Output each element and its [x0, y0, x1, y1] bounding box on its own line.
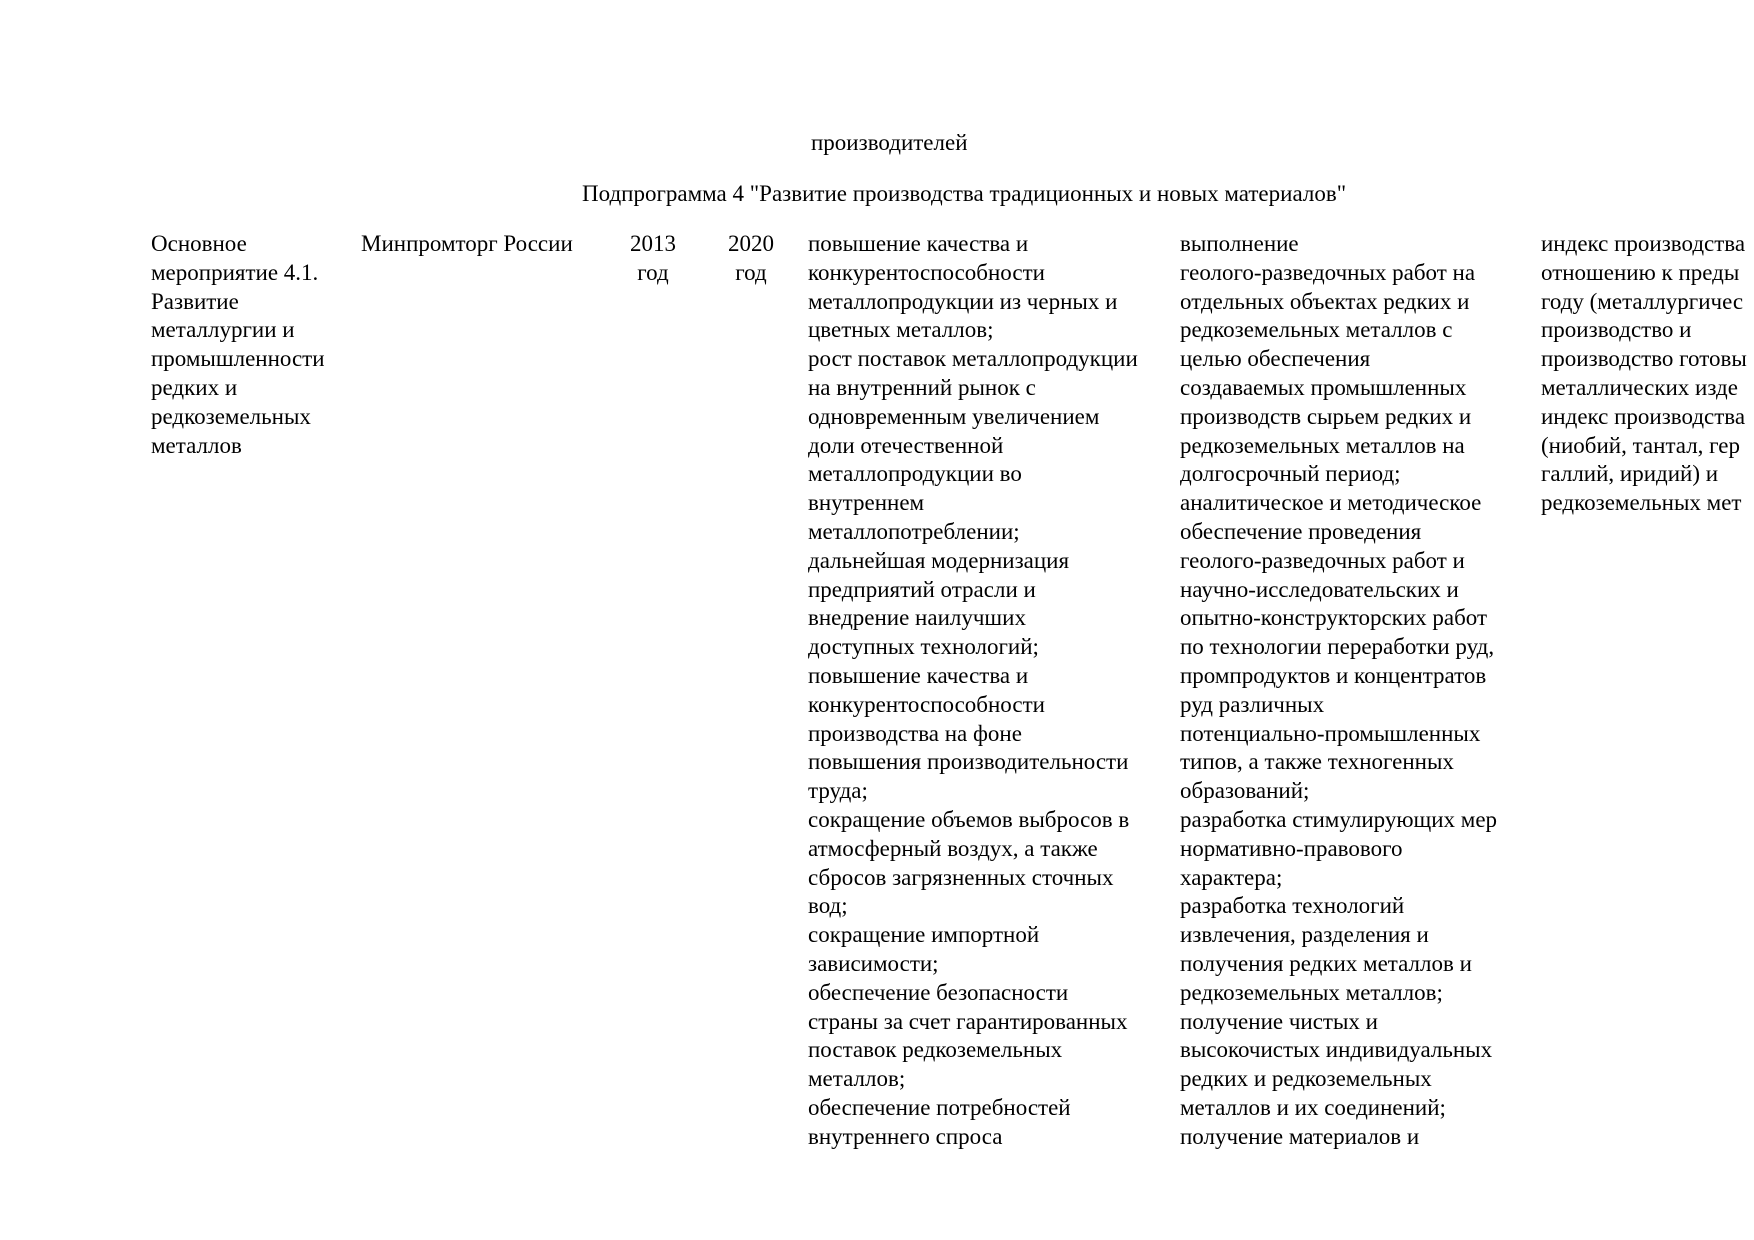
text-line: получение чистых и — [1180, 1008, 1378, 1034]
continuation-text: производителей — [811, 130, 968, 155]
expected-results-cell — [808, 230, 1168, 1152]
text-line: мероприятие 4.1. — [151, 259, 319, 285]
text-line: типов, а также техногенных — [1180, 749, 1454, 775]
text-line: доступных технологий; — [808, 634, 1039, 660]
text-line: опытно-конструкторских работ — [1180, 605, 1488, 631]
text-line: высокочистых индивидуальных — [1180, 1037, 1493, 1063]
text-line: рост поставок металлопродукции — [808, 346, 1138, 372]
text-line: вод; — [808, 893, 848, 919]
text-line: долгосрочный период; — [1180, 461, 1401, 487]
text-line: году (металлургичес — [1541, 288, 1744, 314]
text-line: Основное — [151, 231, 247, 256]
end-year: 2020 — [728, 231, 774, 256]
text-line: получение материалов и — [1180, 1123, 1420, 1149]
text-line: сокращение импортной — [808, 922, 1040, 948]
text-line: Развитие — [151, 288, 239, 314]
text-line: производство готовы — [1541, 346, 1747, 372]
start-year: 2013 — [630, 231, 676, 256]
text-line: доли отечественной — [808, 432, 1004, 458]
text-line: на внутренний рынок с — [808, 374, 1036, 400]
text-line: внедрение наилучших — [808, 605, 1026, 631]
text-line: металлов; — [808, 1066, 906, 1092]
text-line: дальнейшая модернизация — [808, 547, 1070, 573]
text-line: повышения производительности — [808, 749, 1129, 775]
text-line: производств сырьем редких и — [1180, 403, 1472, 429]
text-line: научно-исследовательских и — [1180, 576, 1459, 602]
text-line: разработка технологий — [1180, 893, 1405, 919]
text-line: редкоземельных — [151, 403, 311, 429]
text-line: геолого-разведочных работ на — [1180, 259, 1476, 285]
text-line: индекс производства — [1541, 403, 1746, 429]
text-line: сокращение объемов выбросов в — [808, 806, 1130, 832]
text-line: аналитическое и методическое — [1180, 490, 1482, 516]
text-line: редкоземельных металлов на — [1180, 432, 1465, 458]
text-line: создаваемых промышленных — [1180, 374, 1467, 400]
activity-cell — [151, 230, 341, 460]
text-line: атмосферный воздух, а также — [808, 835, 1098, 861]
text-line: металлов — [151, 432, 242, 458]
implementation-directions-cell — [1180, 230, 1540, 1152]
text-line: обеспечение проведения — [1180, 518, 1422, 544]
text-line: металлопродукции из черных и — [808, 288, 1118, 314]
text-line: индекс производства — [1541, 231, 1746, 256]
text-line: характера; — [1180, 864, 1283, 890]
text-line: отношению к преды — [1541, 259, 1740, 285]
text-line: промпродуктов и концентратов — [1180, 662, 1487, 688]
text-line: редких и редкоземельных — [1180, 1066, 1432, 1092]
text-line: металлопотреблении; — [808, 518, 1020, 544]
text-line: отдельных объектах редких и — [1180, 288, 1470, 314]
text-line: зависимости; — [808, 950, 939, 976]
text-line: извлечения, разделения и — [1180, 922, 1429, 948]
text-line: повышение качества и — [808, 231, 1029, 256]
text-line: внутреннего спроса — [808, 1123, 1003, 1149]
end-year-unit: год — [735, 259, 767, 285]
text-line: производства на фоне — [808, 720, 1022, 746]
subprogram-title: Подпрограмма 4 "Развитие производства традиционных и новых материалов" — [582, 181, 1347, 206]
text-line: обеспечение безопасности — [808, 979, 1069, 1005]
text-line: редкоземельных металлов с — [1180, 317, 1453, 343]
text-line: промышленности — [151, 346, 325, 372]
text-line: разработка стимулирующих мер — [1180, 806, 1498, 832]
text-line: по технологии переработки руд, — [1180, 634, 1495, 660]
end-date-cell — [716, 230, 786, 288]
text-line: руд различных — [1180, 691, 1325, 717]
text-line: металлов и их соединений; — [1180, 1094, 1446, 1120]
text-line: геолого-разведочных работ и — [1180, 547, 1465, 573]
text-line: предприятий отрасли и — [808, 576, 1036, 602]
text-line: одновременным увеличением — [808, 403, 1100, 429]
text-line: целью обеспечения — [1180, 346, 1371, 372]
text-line: нормативно-правового — [1180, 835, 1403, 861]
text-line: галлий, иридий) и — [1541, 461, 1719, 487]
text-line: производство и — [1541, 317, 1692, 343]
text-line: сбросов загрязненных сточных — [808, 864, 1114, 890]
start-year-unit: год — [637, 259, 669, 285]
text-line: получения редких металлов и — [1180, 950, 1472, 976]
text-line: обеспечение потребностей — [808, 1094, 1071, 1120]
text-line: металлических изде — [1541, 374, 1738, 400]
text-line: труда; — [808, 778, 868, 804]
text-line: редких и — [151, 374, 238, 400]
text-line: металлопродукции во — [808, 461, 1022, 487]
text-line: потенциально-промышленных — [1180, 720, 1481, 746]
executor-cell: Минпромторг России — [361, 231, 573, 256]
indicators-cell — [1541, 230, 1754, 518]
text-line: цветных металлов; — [808, 317, 994, 343]
text-line: металлургии и — [151, 317, 295, 343]
text-line: выполнение — [1180, 231, 1299, 256]
text-line: конкурентоспособности — [808, 259, 1045, 285]
start-date-cell — [618, 230, 688, 288]
text-line: (ниобий, тантал, гер — [1541, 432, 1741, 458]
text-line: редкоземельных металлов; — [1180, 979, 1443, 1005]
text-line: редкоземельных мет — [1541, 490, 1742, 516]
text-line: образований; — [1180, 778, 1310, 804]
text-line: страны за счет гарантированных — [808, 1008, 1128, 1034]
text-line: поставок редкоземельных — [808, 1037, 1063, 1063]
text-line: повышение качества и — [808, 662, 1029, 688]
text-line: конкурентоспособности — [808, 691, 1045, 717]
text-line: внутреннем — [808, 490, 925, 516]
